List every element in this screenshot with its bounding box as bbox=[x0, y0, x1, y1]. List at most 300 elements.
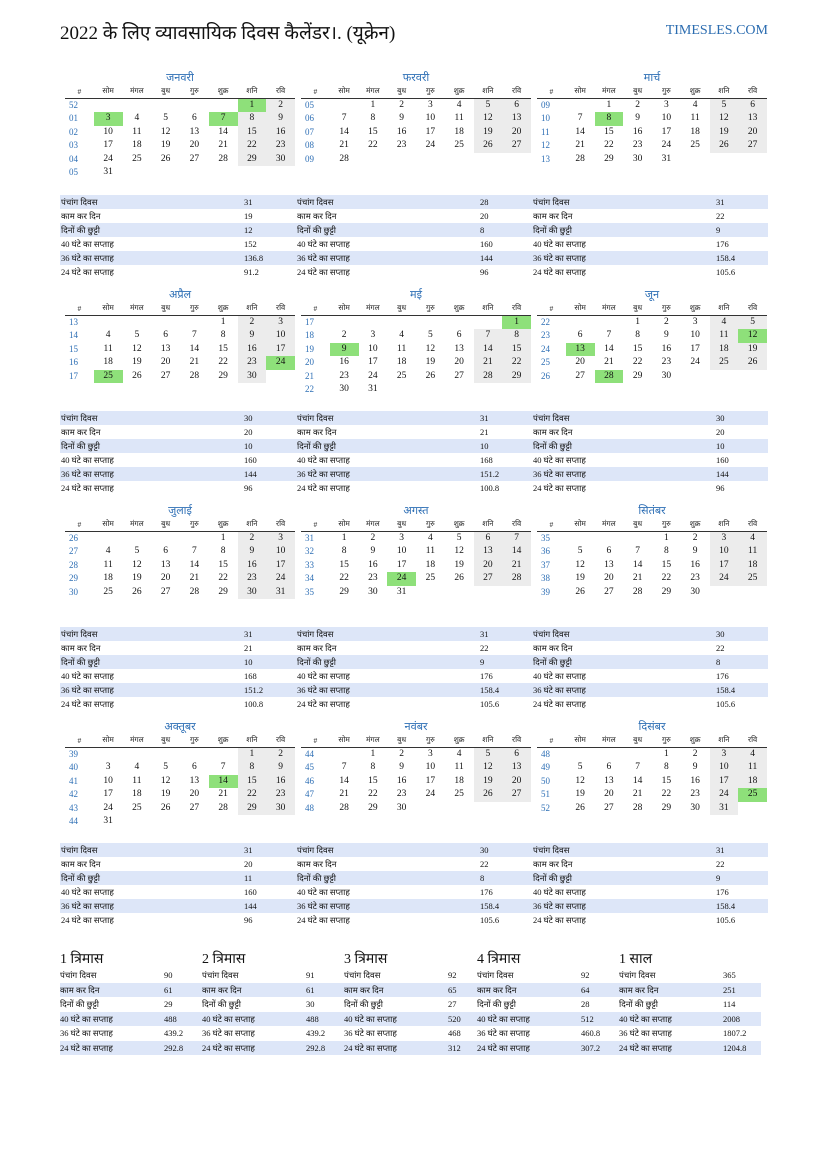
stat-row bbox=[60, 223, 296, 237]
day-cell: 6 bbox=[606, 546, 612, 556]
weekday-header: मंगल bbox=[595, 518, 624, 531]
weekday-header: रवि bbox=[266, 734, 295, 747]
day-cell: 4 bbox=[105, 546, 111, 556]
stat-value: 512 bbox=[581, 1013, 594, 1024]
day-cell: 12 bbox=[575, 559, 585, 570]
day-cell: 11 bbox=[132, 775, 142, 786]
stat-row bbox=[477, 1026, 619, 1041]
day-cell: 15 bbox=[218, 559, 228, 570]
stat-value: 158.4 bbox=[716, 685, 736, 695]
week-number: 31 bbox=[305, 532, 314, 543]
stat-label: 40 घंटे का सप्ताह bbox=[344, 1013, 397, 1024]
empty-cell bbox=[474, 153, 503, 167]
weekday-header: सोम bbox=[566, 85, 595, 98]
stat-label: पंचांग दिवस bbox=[619, 970, 656, 980]
empty-cell bbox=[681, 153, 710, 167]
stat-label: काम कर दिन bbox=[61, 427, 101, 437]
stat-value: 92 bbox=[448, 970, 457, 980]
day-cell: 2 bbox=[635, 99, 640, 110]
day-cell: 28 bbox=[474, 370, 503, 384]
stat-value: 96 bbox=[480, 267, 489, 277]
day-cell: 2 bbox=[238, 315, 267, 329]
day-cell: 8 bbox=[370, 113, 376, 123]
stat-label: काम कर दिन bbox=[297, 643, 337, 653]
weekday-header: मंगल bbox=[359, 518, 388, 531]
day-cell: 28 bbox=[632, 802, 643, 813]
empty-cell bbox=[123, 531, 152, 545]
week-row bbox=[537, 788, 767, 802]
stat-value: 28 bbox=[480, 197, 489, 207]
week-row bbox=[537, 126, 767, 140]
stat-value: 10 bbox=[244, 441, 253, 451]
day-cell: 13 bbox=[160, 343, 171, 354]
day-cell: 20 bbox=[604, 573, 614, 583]
day-cell: 17 bbox=[425, 775, 436, 786]
weekday-header: रवि bbox=[502, 85, 531, 98]
stat-label: काम कर दिन bbox=[533, 859, 573, 869]
week-row bbox=[65, 545, 295, 559]
quarter-title: 1 साल bbox=[619, 952, 653, 967]
week-number: 09 bbox=[541, 99, 550, 110]
day-cell: 27 bbox=[189, 153, 200, 164]
stat-row bbox=[532, 683, 768, 697]
day-cell: 8 bbox=[502, 329, 531, 343]
empty-cell bbox=[266, 815, 295, 829]
week-row bbox=[301, 139, 531, 153]
day-cell: 6 bbox=[192, 113, 197, 123]
day-cell: 10 bbox=[266, 545, 295, 559]
day-cell: 27 bbox=[474, 572, 503, 586]
day-cell: 26 bbox=[132, 586, 142, 597]
day-cell: 6 bbox=[474, 531, 503, 545]
day-cell: 4 bbox=[399, 330, 404, 340]
stat-row bbox=[296, 439, 532, 453]
week-number: 27 bbox=[69, 546, 78, 556]
weekday-header: # bbox=[65, 734, 94, 747]
weekday-header: सोम bbox=[330, 85, 359, 98]
empty-cell bbox=[738, 370, 767, 384]
weekday-header: शनि bbox=[710, 734, 739, 747]
day-cell: 1 bbox=[664, 532, 669, 543]
week-row bbox=[65, 572, 295, 586]
empty-cell bbox=[710, 370, 739, 384]
stat-value: 31 bbox=[716, 197, 725, 207]
day-cell: 23 bbox=[396, 140, 407, 150]
day-cell: 16 bbox=[266, 126, 295, 140]
day-cell: 11 bbox=[454, 762, 464, 772]
week-row bbox=[301, 531, 531, 545]
stat-value: 9 bbox=[716, 225, 721, 235]
month-name: अक्तूबर bbox=[164, 721, 196, 733]
weekday-header: रवि bbox=[266, 518, 295, 531]
week-row bbox=[65, 166, 295, 180]
day-cell: 2 bbox=[266, 98, 295, 112]
stat-row bbox=[477, 997, 619, 1012]
week-number: 17 bbox=[69, 370, 78, 381]
stat-row bbox=[60, 857, 296, 871]
day-cell: 19 bbox=[132, 573, 142, 583]
month-calendar bbox=[301, 721, 531, 815]
day-cell: 29 bbox=[368, 802, 378, 813]
stat-row bbox=[296, 453, 532, 467]
day-cell: 10 bbox=[710, 761, 739, 775]
month-stats bbox=[296, 411, 532, 495]
day-cell: 11 bbox=[132, 126, 142, 137]
week-row bbox=[537, 356, 767, 370]
stat-row bbox=[532, 655, 768, 669]
month-name: मई bbox=[410, 289, 422, 301]
day-cell: 20 bbox=[738, 126, 767, 140]
stat-label: पंचांग दिवस bbox=[477, 970, 514, 980]
day-cell: 1 bbox=[220, 316, 226, 327]
weekday-header: बुध bbox=[387, 302, 416, 315]
day-cell: 18 bbox=[738, 775, 767, 789]
day-cell: 30 bbox=[690, 586, 700, 597]
stat-row bbox=[477, 1041, 619, 1056]
stat-value: 439.2 bbox=[164, 1028, 184, 1038]
stat-value: 31 bbox=[244, 197, 253, 207]
day-cell: 29 bbox=[238, 802, 267, 816]
day-cell: 30 bbox=[266, 802, 295, 816]
day-cell: 23 bbox=[238, 572, 267, 586]
week-row bbox=[301, 788, 531, 802]
week-number: 52 bbox=[541, 802, 550, 813]
week-number: 40 bbox=[69, 762, 78, 772]
month-table bbox=[301, 85, 531, 166]
empty-cell bbox=[123, 166, 152, 180]
week-number: 45 bbox=[305, 762, 314, 772]
empty-cell bbox=[180, 747, 209, 761]
week-number: 47 bbox=[305, 789, 314, 799]
day-cell: 26 bbox=[160, 802, 171, 813]
empty-cell bbox=[123, 815, 152, 829]
weekday-header: रवि bbox=[738, 518, 767, 531]
stat-value: 10 bbox=[480, 441, 489, 451]
day-cell: 23 bbox=[632, 140, 643, 150]
day-cell: 31 bbox=[266, 586, 295, 600]
empty-cell bbox=[566, 98, 595, 112]
day-cell: 7 bbox=[474, 329, 503, 343]
day-cell: 6 bbox=[192, 762, 197, 772]
quarter-stats bbox=[202, 968, 344, 1055]
stat-label: 40 घंटे का सप्ताह bbox=[619, 1013, 672, 1024]
weekday-header: शनि bbox=[238, 734, 267, 747]
stat-label: काम कर दिन bbox=[297, 859, 337, 869]
week-row bbox=[537, 139, 767, 153]
empty-cell bbox=[151, 815, 180, 829]
empty-cell bbox=[151, 166, 180, 180]
empty-cell bbox=[445, 315, 474, 329]
day-cell: 24 bbox=[425, 140, 436, 150]
stat-value: 28 bbox=[581, 999, 590, 1009]
day-cell: 18 bbox=[103, 573, 113, 583]
month-table bbox=[65, 85, 295, 180]
day-cell: 17 bbox=[710, 775, 739, 789]
day-cell: 4 bbox=[134, 762, 140, 772]
day-cell: 13 bbox=[604, 559, 614, 570]
month-name: जून bbox=[644, 289, 660, 301]
month-table bbox=[301, 302, 531, 397]
weekday-header: सोम bbox=[330, 734, 359, 747]
week-number: 01 bbox=[69, 113, 78, 123]
week-number: 20 bbox=[305, 357, 314, 367]
day-cell: 9 bbox=[370, 546, 376, 556]
stat-value: 92 bbox=[581, 970, 590, 980]
empty-cell bbox=[566, 531, 595, 545]
empty-cell bbox=[180, 166, 209, 180]
stat-label: 24 घंटे का सप्ताह bbox=[297, 915, 350, 925]
empty-cell bbox=[416, 315, 445, 329]
month-stats bbox=[532, 195, 768, 279]
stat-label: दिनों की छुट्टी bbox=[60, 999, 99, 1009]
weekday-header: बुध bbox=[151, 302, 180, 315]
weekday-header: बुध bbox=[151, 518, 180, 531]
week-row bbox=[301, 802, 531, 816]
stat-row bbox=[296, 251, 532, 265]
stat-label: पंचांग दिवस bbox=[533, 197, 570, 207]
day-cell: 7 bbox=[577, 113, 583, 123]
weekday-header: मंगल bbox=[359, 302, 388, 315]
stat-label: दिनों की छुट्टी bbox=[61, 873, 100, 883]
day-cell: 23 bbox=[368, 573, 378, 583]
day-cell: 27 bbox=[454, 370, 464, 381]
week-number: 14 bbox=[69, 330, 78, 340]
empty-cell bbox=[180, 98, 209, 112]
stat-label: 36 घंटे का सप्ताह bbox=[60, 1028, 113, 1038]
stat-row bbox=[296, 223, 532, 237]
weekday-header: गुरु bbox=[416, 302, 445, 315]
day-cell: 22 bbox=[238, 139, 267, 153]
month-stats bbox=[60, 195, 296, 279]
stat-value: 1807.2 bbox=[723, 1028, 747, 1038]
day-cell: 28 bbox=[218, 153, 228, 164]
weekday-header: # bbox=[301, 85, 330, 98]
month-stats bbox=[60, 627, 296, 711]
week-row bbox=[537, 98, 767, 112]
day-cell: 3 bbox=[94, 112, 123, 126]
week-number: 43 bbox=[69, 802, 78, 813]
day-cell: 17 bbox=[103, 140, 113, 150]
weekday-header: # bbox=[537, 85, 566, 98]
stat-label: दिनों की छुट्टी bbox=[61, 657, 100, 667]
stat-value: 136.8 bbox=[244, 253, 264, 263]
weekday-header: # bbox=[65, 518, 94, 531]
stat-row bbox=[60, 209, 296, 223]
empty-cell bbox=[123, 98, 152, 112]
stat-value: 365 bbox=[723, 970, 736, 980]
quarter-stats bbox=[619, 968, 761, 1055]
day-cell: 8 bbox=[635, 330, 640, 340]
stat-value: 22 bbox=[716, 859, 725, 869]
stat-value: 96 bbox=[716, 483, 725, 493]
empty-cell bbox=[681, 370, 710, 384]
day-cell: 6 bbox=[163, 546, 168, 556]
day-cell: 29 bbox=[661, 802, 672, 813]
stat-label: 40 घंटे का सप्ताह bbox=[202, 1013, 255, 1024]
stat-value: 31 bbox=[244, 629, 253, 639]
stat-label: दिनों की छुट्टी bbox=[61, 225, 100, 235]
weekday-header: रवि bbox=[266, 85, 295, 98]
day-cell: 5 bbox=[134, 546, 140, 556]
day-cell: 24 bbox=[425, 789, 436, 799]
stat-row bbox=[296, 467, 532, 481]
weekday-header: रवि bbox=[502, 734, 531, 747]
stat-value: 488 bbox=[164, 1013, 177, 1024]
stat-label: 36 घंटे का सप्ताह bbox=[344, 1028, 397, 1038]
weekday-header: रवि bbox=[738, 85, 767, 98]
stat-row bbox=[532, 195, 768, 209]
day-cell: 20 bbox=[502, 775, 531, 789]
empty-cell bbox=[387, 383, 416, 397]
day-cell: 24 bbox=[661, 140, 672, 150]
weekday-header: शुक्र bbox=[681, 302, 710, 315]
day-cell: 25 bbox=[103, 586, 113, 597]
empty-cell bbox=[238, 815, 267, 829]
day-cell: 8 bbox=[238, 761, 267, 775]
empty-cell bbox=[180, 315, 209, 329]
weekday-header: गुरु bbox=[180, 518, 209, 531]
stat-label: काम कर दिन bbox=[297, 427, 337, 437]
stat-value: 158.4 bbox=[716, 253, 736, 263]
stat-row bbox=[202, 1026, 344, 1041]
day-cell: 25 bbox=[132, 153, 142, 164]
day-cell: 4 bbox=[692, 99, 698, 110]
week-row bbox=[537, 775, 767, 789]
week-number: 25 bbox=[541, 357, 550, 367]
stat-row bbox=[477, 968, 619, 983]
day-cell: 13 bbox=[738, 112, 767, 126]
day-cell: 29 bbox=[238, 153, 267, 167]
week-number: 36 bbox=[541, 546, 550, 556]
day-cell: 14 bbox=[474, 343, 503, 357]
stat-label: 40 घंटे का सप्ताह bbox=[533, 671, 586, 681]
stat-row bbox=[60, 627, 296, 641]
stat-label: काम कर दिन bbox=[477, 984, 517, 995]
weekday-header: शनि bbox=[238, 85, 267, 98]
weekday-header: मंगल bbox=[123, 302, 152, 315]
stat-label: 36 घंटे का सप्ताह bbox=[533, 685, 586, 695]
week-row bbox=[65, 98, 295, 112]
stat-label: 24 घंटे का सप्ताह bbox=[61, 267, 114, 277]
day-cell: 22 bbox=[661, 789, 672, 799]
day-cell: 26 bbox=[575, 802, 585, 813]
weekday-header: बुध bbox=[623, 734, 652, 747]
day-cell: 5 bbox=[738, 315, 767, 329]
stat-label: 36 घंटे का सप्ताह bbox=[61, 901, 114, 911]
stat-row bbox=[532, 871, 768, 885]
empty-cell bbox=[209, 166, 238, 180]
empty-cell bbox=[416, 802, 445, 816]
stat-row bbox=[60, 237, 296, 251]
day-cell: 19 bbox=[575, 573, 585, 583]
week-row bbox=[537, 343, 767, 357]
stat-value: 30 bbox=[306, 999, 315, 1009]
day-cell: 12 bbox=[160, 126, 171, 137]
stat-row bbox=[202, 983, 344, 998]
stat-row bbox=[296, 237, 532, 251]
day-cell: 7 bbox=[209, 112, 238, 126]
stat-label: 24 घंटे का सप्ताह bbox=[533, 699, 586, 709]
day-cell: 18 bbox=[132, 789, 142, 799]
stat-row bbox=[619, 1041, 761, 1056]
stat-label: दिनों की छुट्टी bbox=[344, 999, 383, 1009]
day-cell: 5 bbox=[428, 330, 433, 340]
day-cell: 23 bbox=[238, 356, 267, 370]
day-cell: 18 bbox=[425, 559, 436, 570]
day-cell: 22 bbox=[218, 573, 228, 583]
day-cell: 1 bbox=[606, 99, 612, 110]
stat-value: 2008 bbox=[723, 1013, 740, 1024]
stat-row bbox=[60, 425, 296, 439]
stat-value: 158.4 bbox=[716, 901, 736, 911]
month-stats bbox=[60, 843, 296, 927]
stat-row bbox=[60, 195, 296, 209]
week-number: 32 bbox=[305, 546, 314, 556]
week-row bbox=[301, 775, 531, 789]
day-cell: 20 bbox=[160, 573, 171, 583]
day-cell: 29 bbox=[339, 586, 349, 597]
stat-value: 96 bbox=[244, 483, 253, 493]
day-cell: 16 bbox=[339, 357, 349, 367]
month-calendar bbox=[537, 721, 767, 815]
week-number: 11 bbox=[541, 126, 550, 137]
stat-row bbox=[532, 265, 768, 279]
week-number: 18 bbox=[305, 330, 314, 340]
empty-cell bbox=[238, 166, 267, 180]
weekday-header: सोम bbox=[94, 518, 123, 531]
stat-label: 40 घंटे का सप्ताह bbox=[61, 455, 114, 465]
stat-label: काम कर दिन bbox=[60, 984, 100, 995]
week-number: 52 bbox=[69, 99, 78, 110]
stat-label: पंचांग दिवस bbox=[202, 970, 239, 980]
site-brand-link[interactable]: TIMESLES.COM bbox=[665, 23, 768, 38]
stat-row bbox=[296, 669, 532, 683]
empty-cell bbox=[445, 153, 474, 167]
stat-label: 36 घंटे का सप्ताह bbox=[477, 1028, 530, 1038]
month-stats bbox=[296, 627, 532, 711]
day-cell: 30 bbox=[238, 370, 267, 384]
week-row bbox=[65, 761, 295, 775]
day-cell: 23 bbox=[690, 573, 700, 583]
weekday-header: शुक्र bbox=[681, 85, 710, 98]
empty-cell bbox=[710, 153, 739, 167]
day-cell: 9 bbox=[330, 343, 359, 357]
day-cell: 7 bbox=[341, 113, 347, 123]
weekday-header: # bbox=[301, 734, 330, 747]
stat-label: 36 घंटे का सप्ताह bbox=[533, 469, 586, 479]
day-cell: 15 bbox=[661, 775, 672, 786]
day-cell: 6 bbox=[502, 747, 531, 761]
day-cell: 12 bbox=[474, 761, 503, 775]
day-cell: 9 bbox=[664, 330, 669, 340]
day-cell: 22 bbox=[238, 788, 267, 802]
week-row bbox=[537, 153, 767, 167]
day-cell: 9 bbox=[238, 329, 267, 343]
day-cell: 13 bbox=[566, 343, 595, 357]
day-cell: 7 bbox=[635, 762, 640, 772]
week-row bbox=[65, 112, 295, 126]
week-row bbox=[65, 356, 295, 370]
day-cell: 24 bbox=[387, 572, 416, 586]
stat-label: दिनों की छुट्टी bbox=[533, 657, 572, 667]
stat-row bbox=[532, 453, 768, 467]
day-cell: 19 bbox=[160, 140, 171, 150]
stat-value: 31 bbox=[480, 629, 489, 639]
empty-cell bbox=[623, 531, 652, 545]
empty-cell bbox=[416, 153, 445, 167]
stat-value: 31 bbox=[480, 413, 489, 423]
stat-label: 24 घंटे का सप्ताह bbox=[61, 915, 114, 925]
